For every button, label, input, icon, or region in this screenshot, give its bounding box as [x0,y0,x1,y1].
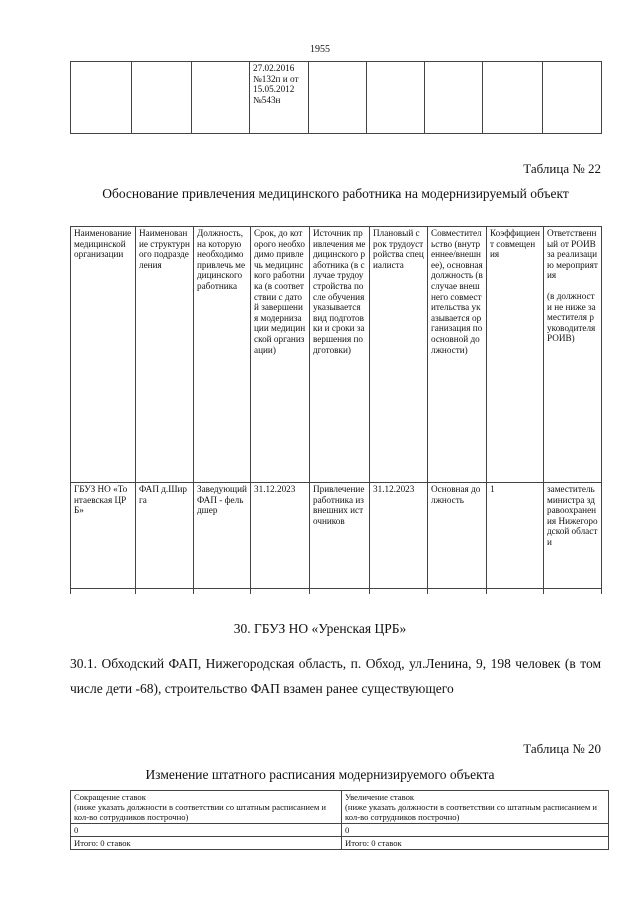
header-cell: Должность, на которую необходимо привлечь медицинского работника [194,227,251,483]
table-cell [192,62,250,134]
table-cell [543,62,602,134]
section-title: 30. ГБУЗ НО «Уренская ЦРБ» [233,621,407,636]
header-cell-line: (в должности не ниже заместителя руководителя РОИВ) [547,290,596,344]
table-cell: ГБУЗ НО «Тонтаевская ЦРБ» [71,483,136,589]
table-cell: 31.12.2023 [251,483,310,589]
table-cell [71,589,136,595]
header-cell: Плановый срок трудоустройства специалиста [370,227,428,483]
table-cell: 31.12.2023 [370,483,428,589]
table-cell: заместитель министра здравоохранения Нижегородской области [544,483,602,589]
header-line: Увеличение ставок [345,792,415,802]
header-cell-line: Ответственный от РОИВ за реализацию мероприятия [547,228,598,281]
table-cell: Итого: 0 ставок [342,837,609,850]
table-cell: Привлечение работника из внешних источников [310,483,370,589]
table-cell [251,589,310,595]
table-cell [544,589,602,595]
header-cell: Коэффициент совмещения [487,227,544,483]
header-cell: Наименование структурного подразделения [136,227,194,483]
table-row [71,483,602,589]
table-22 [70,226,602,594]
table-total-row [71,837,609,850]
table-cell [194,589,251,595]
table-cell [367,62,425,134]
table-cell [310,589,370,595]
table-cell [132,62,192,134]
table-cell: 27.02.2016 №132п и от 15.05.2012 №543н [250,62,309,134]
table-cell [425,62,483,134]
header-cell: Срок, до которого необходимо привлечь медицинского работника (в соответствии с датой завершения модернизации медицинской организации) [251,227,310,483]
table-cell [370,589,428,595]
table-row [71,62,602,134]
table-cell: Итого: 0 ставок [71,837,342,850]
table-cell [487,589,544,595]
header-line: Сокращение ставок [74,792,146,802]
table-20-title: Изменение штатного расписания модернизируемого объекта [145,767,495,782]
header-cell: Совместительство (внутреннее/внешнее), основная должность (в случае внешнего совместительства указывается организация по основной должности) [428,227,487,483]
table-row [71,824,609,837]
section-paragraph: 30.1. Обходский ФАП, Нижегородская область, п. Обход, ул.Ленина, 9, 198 человек (в том числе дети -68), строительство ФАП взамен ранее существующего [70,656,601,696]
table-cell [71,62,132,134]
table-cell [428,589,487,595]
table-cell: 0 [71,824,342,837]
header-cell: Источник привлечения медицинского работника (в случае трудоустройства после обучения указывается вид подготовки и сроки завершения подготовки) [310,227,370,483]
table-header-row [71,791,609,824]
header-cell-increase [342,791,609,824]
table-cell: 0 [342,824,609,837]
table-cell: ФАП д.Ширга [136,483,194,589]
table-22-label: Таблица № 22 [523,161,601,176]
header-line: (ниже указать должности в соответствии со штатным расписанием и кол-во сотрудников построчно) [74,802,327,822]
table-20 [70,790,609,850]
table-cell [483,62,543,134]
table-cell [136,589,194,595]
page-number: 1955 [310,44,330,55]
header-cell [544,227,602,483]
continued-table [70,61,602,134]
header-cell-decrease [71,791,342,824]
header-cell: Наименование медицинской организации [71,227,136,483]
table-20-label: Таблица № 20 [523,741,601,756]
table-header-row [71,227,602,483]
table-cell: Основная должность [428,483,487,589]
table-cell [309,62,367,134]
table-cell: 1 [487,483,544,589]
table-cell: Заведующий ФАП - фельдшер [194,483,251,589]
header-line: (ниже указать должности в соответствии со штатным расписанием и кол-во сотрудников построчно) [345,802,598,822]
table-row-continued [71,589,602,595]
table-22-title: Обоснование привлечения медицинского работника на модернизируемый объект [102,186,569,201]
